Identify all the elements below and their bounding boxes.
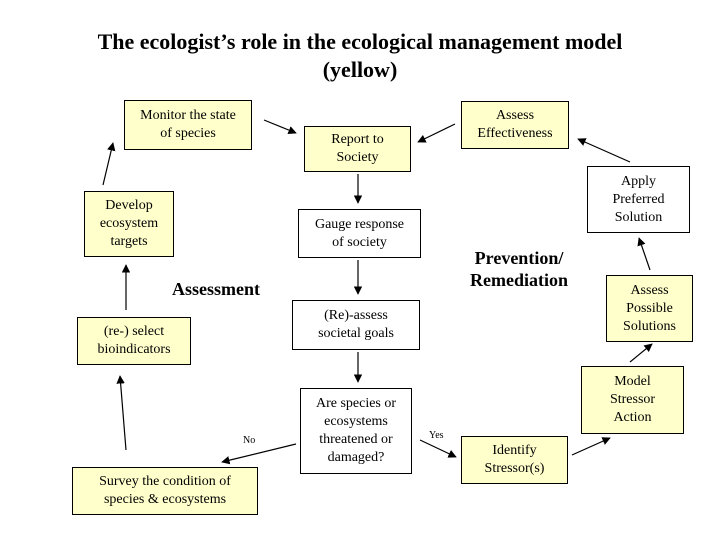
box-survey-condition-of-species: Survey the condition of species & ecosystems [72,467,258,515]
label-no: No [243,435,256,446]
box-species-threatened-question: Are species or ecosystems threatened or damaged? [300,388,412,474]
box-assess-effectiveness: Assess Effectiveness [461,101,569,149]
arrow-assess-effectiveness-to-report [418,124,455,142]
diagram-title-line-2: (yellow) [322,57,398,82]
label-yes: Yes [429,430,444,441]
box-apply-preferred-solution: Apply Preferred Solution [587,166,690,233]
box-model-stressor-action: Model Stressor Action [581,366,684,434]
arrow-survey-to-reselect [120,376,126,450]
arrow-identify-to-model [572,438,610,455]
arrow-develop-to-monitor [103,143,113,185]
box-reassess-societal-goals: (Re)-assess societal goals [292,300,420,350]
label-prevention-remediation: Prevention/ Remediation [470,248,568,290]
arrow-question-to-survey [222,444,296,462]
box-report-to-society: Report to Society [304,126,411,172]
box-develop-ecosystem-targets: Develop ecosystem targets [84,191,174,257]
arrow-question-to-identify [420,440,456,457]
arrow-monitor-to-report [264,120,296,133]
box-reselect-bioindicators: (re-) select bioindicators [77,317,191,365]
arrow-model-to-assess-solutions [630,344,652,362]
label-assessment: Assessment [172,279,260,299]
diagram-title-line-1: The ecologist’s role in the ecological management model [97,29,623,54]
box-gauge-response-of-society: Gauge response of society [298,209,421,258]
box-monitor-state-of-species: Monitor the state of species [124,100,252,150]
box-assess-possible-solutions: Assess Possible Solutions [606,275,693,342]
arrow-apply-to-assess-effectiveness [578,139,630,162]
arrow-assess-solutions-to-apply [639,238,650,270]
box-identify-stressors: Identify Stressor(s) [461,436,568,484]
